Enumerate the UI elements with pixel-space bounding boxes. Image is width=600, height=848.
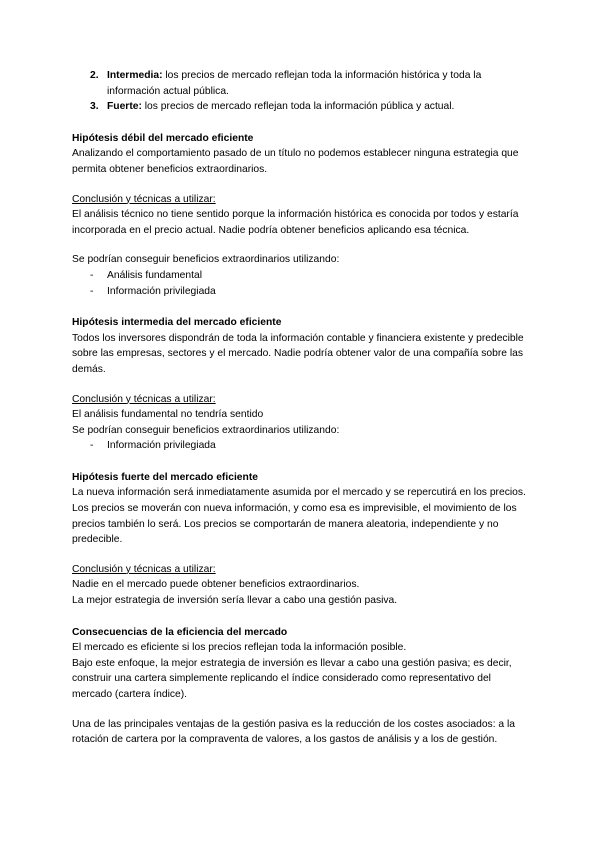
paragraph: La mejor estrategia de inversión sería llevar a cabo una gestión pasiva.: [72, 595, 398, 607]
paragraph: Una de las principales ventajas de la gestión pasiva es la reducción de los costes asociados: a la rotación de cartera por la compraventa de valores, a los gastos de análisis y a los de gestión.: [72, 718, 516, 746]
paragraph: Analizando el comportamiento pasado de un título no podemos establecer ninguna estrategia que permita obtener beneficios extraordinarios.: [72, 148, 519, 175]
section-heading: Hipótesis débil del mercado eficiente: [72, 132, 254, 144]
list-item: [72, 68, 532, 99]
level-text: los precios de mercado reflejan toda la información histórica y toda la información actual pública.: [107, 70, 482, 97]
conclusion-label: Conclusión y técnicas a utilizar:: [72, 393, 216, 405]
level-name: Intermedia:: [107, 70, 163, 81]
paragraph: Nadie en el mercado puede obtener beneficios extraordinarios.: [72, 579, 360, 591]
section-heading: Consecuencias de la eficiencia del mercado: [72, 626, 288, 638]
list-number: 3.: [90, 101, 99, 113]
conclusion-label: Conclusión y técnicas a utilizar:: [72, 193, 216, 205]
paragraph: Todos los inversores dispondrán de toda la información contable y financiera existente y predecible sobre las empresas, sectores y el mercado. Nadie podría obtener valor de una compañía sobre las demás.: [72, 332, 524, 375]
paragraph: Se podrían conseguir beneficios extraordinarios utilizando:: [72, 424, 340, 436]
efficiency-levels-list: [72, 68, 532, 115]
document-page: [72, 68, 532, 748]
list-item: [72, 99, 532, 115]
section-heading: Hipótesis intermedia del mercado eficiente: [72, 317, 282, 329]
paragraph: El análisis técnico no tiene sentido porque la información histórica es conocida por todos y estaría incorporada en el precio actual. Nadie podría obtener beneficios aplicando esa técnica.: [72, 209, 519, 236]
section-consecuencias: [72, 625, 532, 748]
section-fuerte: [72, 470, 532, 609]
paragraph: La nueva información será inmediatamente asumida por el mercado y se repercutirá en los precios.: [72, 487, 526, 499]
level-name: Fuerte:: [107, 101, 142, 113]
section-intermedia: [72, 315, 532, 454]
list-item: - Información privilegiada: [72, 284, 532, 300]
section-debil: [72, 131, 532, 299]
paragraph: El mercado es eficiente si los precios reflejan toda la información posible.: [72, 642, 407, 654]
list-number: 2.: [90, 70, 99, 81]
level-text: los precios de mercado reflejan toda la información pública y actual.: [141, 101, 455, 113]
paragraph: El análisis fundamental no tendría sentido: [72, 409, 264, 421]
benefits-list: [72, 438, 532, 454]
paragraph: Bajo este enfoque, la mejor estrategia de inversión es llevar a cabo una gestión pasiva; es decir, construir una cartera simplemente replicando el índice considerado como representativo del mercado (cartera índice).: [72, 657, 512, 700]
conclusion-label: Conclusión y técnicas a utilizar:: [72, 563, 216, 575]
paragraph: Los precios se moverán con nueva información, y como esa es imprevisible, el movimiento de los precios también lo será. Los precios se comportarán de manera aleatoria, independiente y no predecible.: [72, 503, 517, 546]
section-heading: Hipótesis fuerte del mercado eficiente: [72, 471, 258, 483]
benefits-list: [72, 268, 532, 299]
list-item: - Información privilegiada: [72, 438, 532, 454]
list-item: - Análisis fundamental: [72, 268, 532, 284]
paragraph: Se podrían conseguir beneficios extraordinarios utilizando:: [72, 254, 340, 266]
